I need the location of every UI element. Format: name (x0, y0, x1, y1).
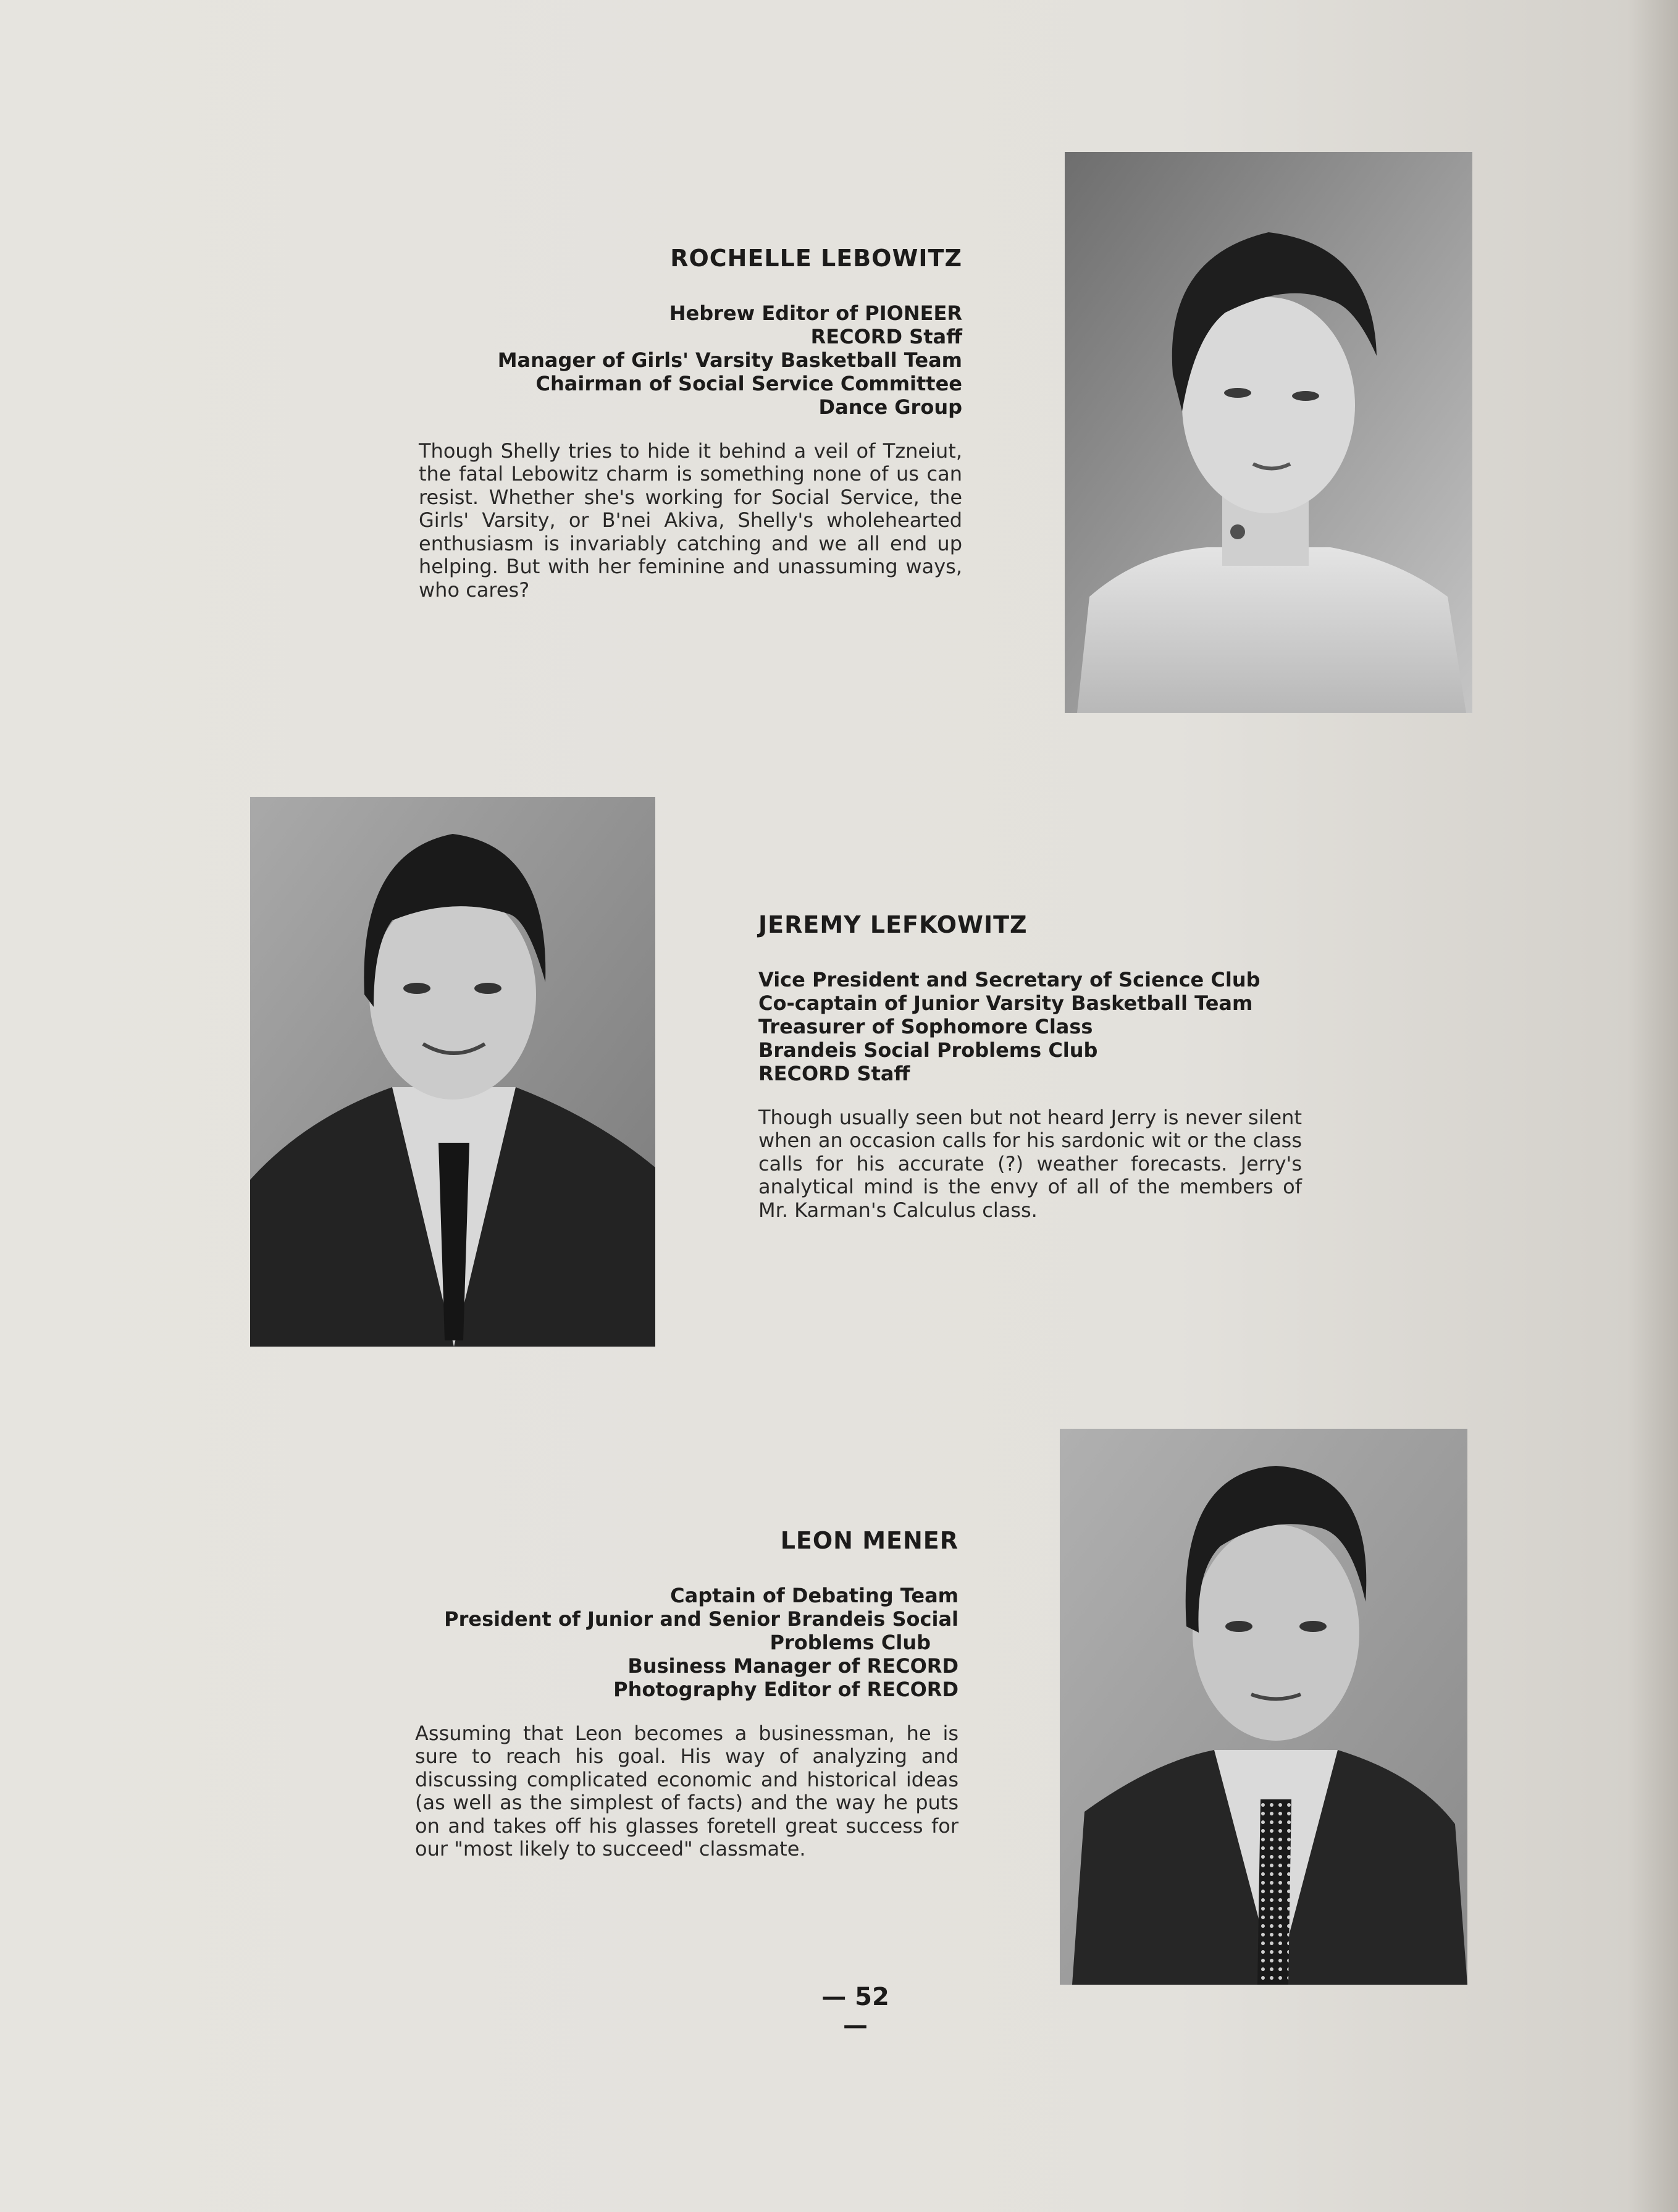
honor-item: Photography Editor of RECORD (613, 1677, 959, 1701)
entry-rochelle-lebowitz (419, 246, 962, 602)
portrait-photo-jeremy (250, 797, 655, 1347)
entry-jeremy-lefkowitz (758, 912, 1302, 1222)
honor-item: Chairman of Social Service Committee (535, 371, 962, 395)
portrait-photo-leon (1060, 1429, 1467, 1985)
honors-list (419, 301, 962, 419)
student-bio: Though Shelly tries to hide it behind a veil of Tzneiut, the fatal Lebowitz charm is something none of us can resist. Whether she's working for Social Service, the Girls' Varsity, or B'nei Akiva, Shelly's wholehearted enthusiasm is invariably catching and we all end up helping. But with her feminine and unassuming ways, who cares? (419, 439, 962, 602)
student-bio: Assuming that Leon becomes a businessman, he is sure to reach his goal. His way of analyzing and discussing complicated economic and historical ideas (as well as the simplest of facts) and the way he puts on and takes off his glasses foretell great success for our "most likely to succeed" classmate. (415, 1721, 959, 1861)
portrait-photo-rochelle (1065, 152, 1472, 713)
honors-list (415, 1584, 959, 1701)
honor-item: Vice President and Secretary of Science Club (758, 967, 1261, 991)
honor-item: President of Junior and Senior Brandeis Social (444, 1607, 959, 1631)
honor-item: RECORD Staff (810, 324, 962, 348)
honor-item: Dance Group (818, 395, 962, 419)
honor-item: Brandeis Social Problems Club (758, 1038, 1098, 1062)
student-bio: Though usually seen but not heard Jerry is never silent when an occasion calls for his sardonic wit or the class calls for his accurate (?) weather forecasts. Jerry's analytical mind is the envy of all of the members of Mr. Karman's Calculus class. (758, 1105, 1302, 1222)
honor-item: Manager of Girls' Varsity Basketball Team (497, 348, 962, 372)
honor-item: Co-captain of Junior Varsity Basketball Team (758, 991, 1253, 1015)
student-name: JEREMY LEFKOWITZ (758, 911, 1028, 938)
honors-list (758, 968, 1302, 1085)
student-name: ROCHELLE LEBOWITZ (670, 245, 962, 272)
honor-item: Hebrew Editor of PIONEER (669, 301, 962, 325)
entry-leon-mener (415, 1528, 959, 1861)
honor-item: Problems Club (770, 1630, 931, 1654)
honor-item: Business Manager of RECORD (627, 1654, 959, 1678)
honor-item: Treasurer of Sophomore Class (758, 1014, 1093, 1038)
honor-item: RECORD Staff (758, 1061, 910, 1085)
page-number: — 52 — (821, 1983, 889, 2040)
student-name: LEON MENER (780, 1527, 959, 1554)
honor-item: Captain of Debating Team (670, 1583, 959, 1607)
